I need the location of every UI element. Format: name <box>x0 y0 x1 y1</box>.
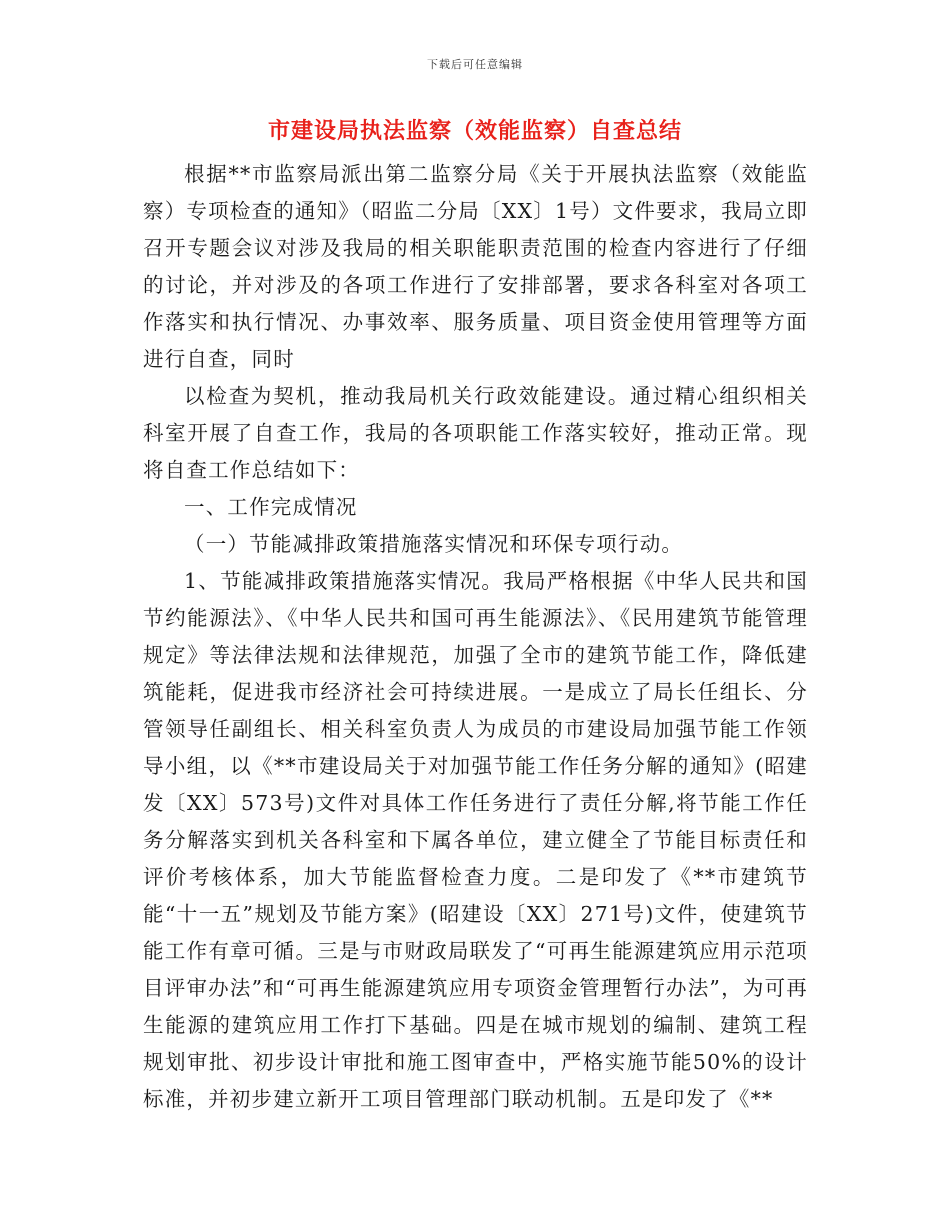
paragraph-intro: 根据**市监察局派出第二监察分局《关于开展执法监察（效能监察）专项检查的通知》（昭监二分局〔XX〕1号）文件要求，我局立即召开专题会议对涉及我局的相关职能职责范围的检查内容进行了仔细的讨论，并对涉及的各项工作进行了安排部署，要求各科室对各项工作落实和执行情况、办事效率、服务质量、项目资金使用管理等方面进行自查，同时 <box>143 162 808 371</box>
document-body <box>143 156 808 1118</box>
document-title: 市建设局执法监察（效能监察）自查总结 <box>267 119 682 144</box>
paragraph-energy-saving: 1、节能减排政策措施落实情况。我局严格根据《中华人民共和国节约能源法》、《中华人民共和国可再生能源法》、《民用建筑节能管理规定》等法律法规和法律规范，加强了全市的建筑节能工作，降低建筑能耗，促进我市经济社会可持续进展。一是成立了局长任组长、分管领导任副组长、相关科室负责人为成员的市建设局加强节能工作领导小组，以《**市建设局关于对加强节能工作任务分解的通知》(昭建发〔XX〕573号)文件对具体工作任务进行了责任分解,将节能工作任务分解落实到机关各科室和下属各单位，建立健全了节能目标责任和评价考核体系，加大节能监督检查力度。二是印发了《**市建筑节能“十一五”规划及节能方案》(昭建设〔XX〕271号)文件，使建筑节能工作有章可循。三是与市财政局联发了“可再生能源建筑应用示范项目评审办法”和“可再生能源建筑应用专项资金管理暂行办法”，为可再生能源的建筑应用工作打下基础。四是在城市规划的编制、建筑工程规划审批、初步设计审批和施工图审查中，严格实施节能50%的设计标准，并初步建立新开工项目管理部门联动机制。五是印发了《** <box>143 569 808 1111</box>
subsection-heading-1: （一）节能减排政策措施落实情况和环保专项行动。 <box>184 532 684 556</box>
paragraph-self-check: 以检查为契机，推动我局机关行政效能建设。通过精心组织相关科室开展了自查工作，我局的各项职能工作落实较好，推动正常。现将自查工作总结如下： <box>143 384 808 482</box>
section-heading-1: 一、工作完成情况 <box>184 495 358 519</box>
header-note: 下载后可任意编辑 <box>427 58 523 71</box>
